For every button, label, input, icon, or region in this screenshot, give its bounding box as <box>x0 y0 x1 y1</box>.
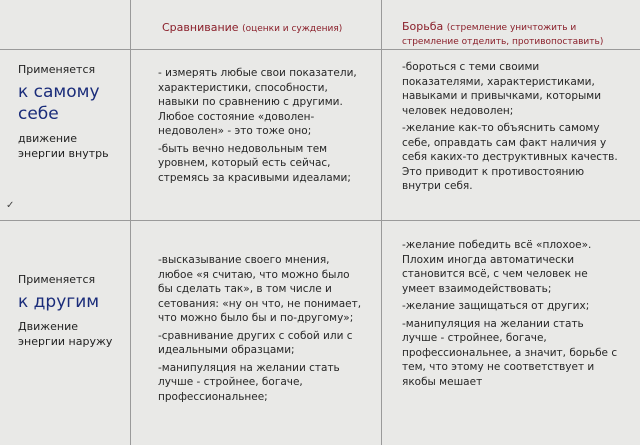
row2-label-big: к другим <box>18 292 100 312</box>
row2-struggle-cell <box>402 238 638 392</box>
row1-label-bottom: движение энергии внутрь <box>18 132 109 160</box>
header-struggle <box>402 20 637 49</box>
row2-struggle-item: -желание защищаться от других; <box>402 300 590 312</box>
header-divider <box>0 49 640 50</box>
column-divider-2 <box>381 0 382 445</box>
row2-label <box>18 272 128 349</box>
header-struggle-subtitle-2: стремление отделить, противопоставить) <box>402 37 604 47</box>
row1-comparison-item: - измерять любые свои показатели, характеристики, способности, навыки по сравнению с другими. Любое состояние «доволен- недоволен» - это тоже оно; <box>158 67 357 137</box>
check-mark: ✓ <box>6 200 15 211</box>
row1-comparison-cell <box>158 66 380 188</box>
row2-label-bottom: Движение энергии наружу <box>18 320 113 348</box>
row1-struggle-item: -бороться с теми своими показателями, характеристиками, навыками и привычками, которыми человек недоволен; <box>402 61 602 117</box>
header-comparison-title: Сравнивание <box>162 21 239 34</box>
header-comparison-subtitle: (оценки и суждения) <box>242 24 343 34</box>
header-struggle-title: Борьба <box>402 20 444 33</box>
row1-label <box>18 62 128 161</box>
header-struggle-subtitle-1: (стремление уничтожить и <box>446 23 577 33</box>
row2-struggle-item: -желание победить всё «плохое». Плохим иногда автоматически становится всё, с чем человек не умеет взаимодействовать; <box>402 239 592 295</box>
row-divider <box>0 220 640 221</box>
row2-comparison-item: -высказывание своего мнения, любое «я считаю, что можно было бы сделать так», в том числе и сетования: «ну он что, не понимает, что можно было бы и по-другому»; <box>158 254 362 324</box>
row1-struggle-cell <box>402 60 638 197</box>
row2-comparison-item: -манипуляция на желании стать лучше - стройнее, богаче, профессиональнее; <box>158 361 340 403</box>
header-comparison <box>162 21 372 36</box>
row2-struggle-item: -манипуляция на желании стать лучше - стройнее, богаче, профессиональнее, а значит, борьбе с тем, что этому не соответствует и якобы мешает <box>402 317 618 388</box>
row2-label-top: Применяется <box>18 273 96 286</box>
column-divider-1 <box>130 0 131 445</box>
row1-struggle-item: -желание как-то объяснить самому себе, оправдать сам факт наличия у себя каких-то деструктивных качеств. Это приводит к противостоянию внутри себя. <box>402 122 618 192</box>
row2-comparison-item: -сравнивание других с собой или с идеальными образцами; <box>158 329 353 356</box>
row2-comparison-cell <box>158 253 380 407</box>
row1-comparison-item: -быть вечно недовольным тем уровнем, который есть сейчас, стремясь за красивыми идеалами; <box>158 142 351 184</box>
row1-label-big: к самому себе <box>18 82 100 124</box>
row1-label-top: Применяется <box>18 63 96 76</box>
